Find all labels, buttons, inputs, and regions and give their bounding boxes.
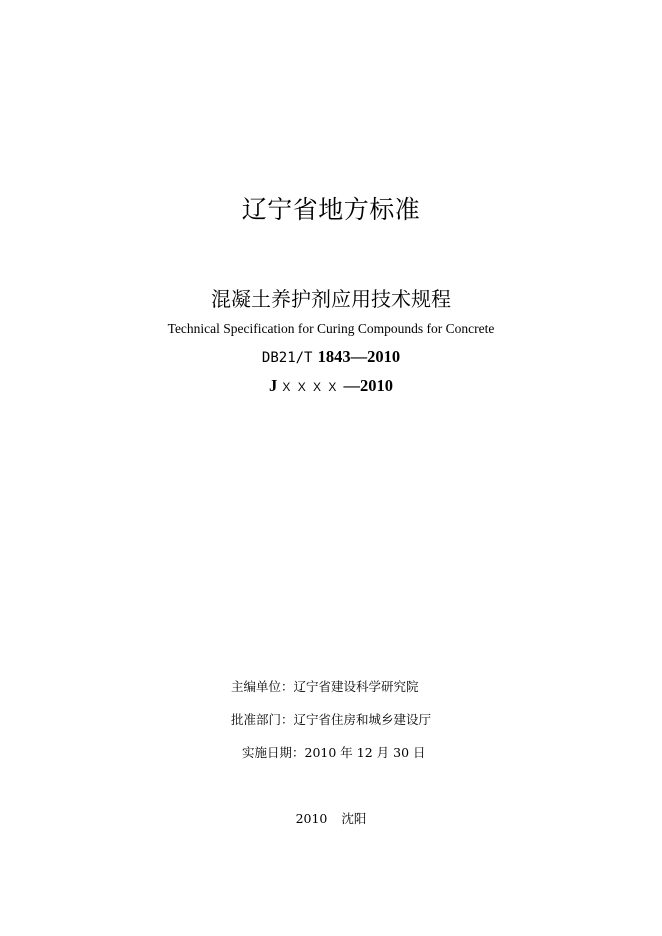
editor-unit: 主编单位：辽宁省建设科学研究院 <box>231 679 419 694</box>
publication-year: 2010 <box>295 811 328 826</box>
standard-code-db <box>0 345 662 370</box>
effective-date: 实施日期：2010 年 12 月 30 日 <box>242 745 426 760</box>
j-code-lead: J <box>269 376 278 395</box>
publication-footer <box>0 810 662 828</box>
j-code-placeholder: X X X X <box>282 380 339 394</box>
document-title-english: Technical Specification for Curing Compounds for Concrete <box>167 321 495 336</box>
document-title-chinese: 混凝土养护剂应用技术规程 <box>211 287 451 311</box>
publication-city: 沈阳 <box>341 811 367 826</box>
approving-department: 批准部门：辽宁省住房和城乡建设厅 <box>231 712 432 727</box>
standard-code-j <box>0 374 662 399</box>
j-code-year: —2010 <box>343 376 393 395</box>
standard-category-heading: 辽宁省地方标准 <box>241 195 421 224</box>
standard-code-number: 1843—2010 <box>317 347 401 366</box>
standard-code-prefix: DB21/T <box>261 350 313 366</box>
